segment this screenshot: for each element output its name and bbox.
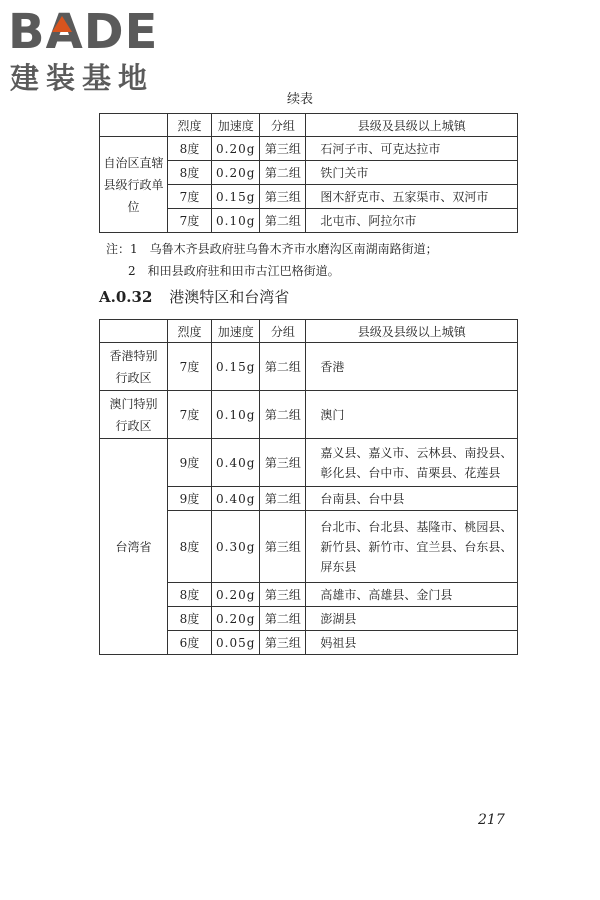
header-group: 分组 (260, 320, 306, 343)
group-cell: 第三组 (260, 185, 306, 209)
group-cell: 第二组 (260, 343, 306, 391)
intensity-cell: 6度 (168, 631, 212, 655)
acceleration-cell: 0.40g (212, 439, 260, 487)
region-cell: 香港特别行政区 (100, 343, 168, 391)
cities-cell: 图木舒克市、五家渠市、双河市 (306, 185, 518, 209)
group-cell: 第三组 (260, 631, 306, 655)
acceleration-cell: 0.05g (212, 631, 260, 655)
acceleration-cell: 0.20g (212, 583, 260, 607)
continued-label: 续表 (286, 92, 313, 107)
cities-cell: 澳门 (306, 391, 518, 439)
header-cities: 县级及县级以上城镇 (306, 320, 518, 343)
table-row (100, 137, 518, 161)
cities-cell: 高雄市、高雄县、金门县 (306, 583, 518, 607)
group-cell: 第三组 (260, 439, 306, 487)
section-title: 港澳特区和台湾省 (169, 288, 290, 306)
table-continued (99, 113, 518, 233)
acceleration-cell: 0.20g (212, 161, 260, 185)
acceleration-cell: 0.30g (212, 511, 260, 583)
section-heading (99, 286, 289, 307)
header-group: 分组 (260, 114, 306, 137)
table-header (100, 320, 518, 343)
cities-cell: 台北市、台北县、基隆市、桃园县、新竹县、新竹市、宜兰县、台东县、屏东县 (306, 511, 518, 583)
logo-word: BADE (8, 4, 159, 60)
intensity-cell: 7度 (168, 185, 212, 209)
header-region (100, 320, 168, 343)
header-region (100, 114, 168, 137)
region-cell: 澳门特别行政区 (100, 391, 168, 439)
region-cell: 自治区直辖县级行政单位 (100, 137, 168, 233)
intensity-cell: 8度 (168, 607, 212, 631)
intensity-cell: 7度 (168, 209, 212, 233)
cities-cell: 嘉义县、嘉义市、云林县、南投县、彰化县、台中市、苗栗县、花莲县 (306, 439, 518, 487)
cities-cell: 妈祖县 (306, 631, 518, 655)
acceleration-cell: 0.15g (212, 343, 260, 391)
group-cell: 第三组 (260, 137, 306, 161)
logo-subtitle: 建装基地 (10, 61, 155, 95)
logo-triangle-icon (52, 16, 72, 32)
intensity-cell: 7度 (168, 391, 212, 439)
header-intensity: 烈度 (168, 320, 212, 343)
cities-cell: 台南县、台中县 (306, 487, 518, 511)
intensity-cell: 8度 (168, 137, 212, 161)
section-number: A.0.32 (99, 288, 153, 306)
table-header (100, 114, 518, 137)
page-number: 217 (478, 812, 505, 828)
intensity-cell: 9度 (168, 487, 212, 511)
acceleration-cell: 0.20g (212, 607, 260, 631)
header-cities: 县级及县级以上城镇 (306, 114, 518, 137)
header-acceleration: 加速度 (212, 114, 260, 137)
acceleration-cell: 0.15g (212, 185, 260, 209)
table-row (100, 391, 518, 439)
intensity-cell: 7度 (168, 343, 212, 391)
acceleration-cell: 0.10g (212, 391, 260, 439)
table-notes (106, 238, 438, 282)
header-intensity: 烈度 (168, 114, 212, 137)
group-cell: 第二组 (260, 391, 306, 439)
region-cell: 台湾省 (100, 439, 168, 655)
intensity-cell: 8度 (168, 583, 212, 607)
table-hk-macao-taiwan (99, 319, 518, 655)
table-row (100, 439, 518, 487)
intensity-cell: 8度 (168, 511, 212, 583)
header-acceleration: 加速度 (212, 320, 260, 343)
cities-cell: 香港 (306, 343, 518, 391)
group-cell: 第三组 (260, 583, 306, 607)
group-cell: 第二组 (260, 487, 306, 511)
group-cell: 第二组 (260, 161, 306, 185)
group-cell: 第二组 (260, 209, 306, 233)
cities-cell: 石河子市、可克达拉市 (306, 137, 518, 161)
table-row (100, 343, 518, 391)
logo (8, 6, 183, 101)
group-cell: 第三组 (260, 511, 306, 583)
cities-cell: 铁门关市 (306, 161, 518, 185)
intensity-cell: 8度 (168, 161, 212, 185)
cities-cell: 北屯市、阿拉尔市 (306, 209, 518, 233)
cities-cell: 澎湖县 (306, 607, 518, 631)
acceleration-cell: 0.40g (212, 487, 260, 511)
intensity-cell: 9度 (168, 439, 212, 487)
group-cell: 第二组 (260, 607, 306, 631)
note-1: 注：1 乌鲁木齐县政府驻乌鲁木齐市水磨沟区南湖南路街道； (106, 242, 438, 256)
acceleration-cell: 0.10g (212, 209, 260, 233)
acceleration-cell: 0.20g (212, 137, 260, 161)
note-2: 2 和田县政府驻和田市古江巴格街道。 (128, 264, 340, 278)
